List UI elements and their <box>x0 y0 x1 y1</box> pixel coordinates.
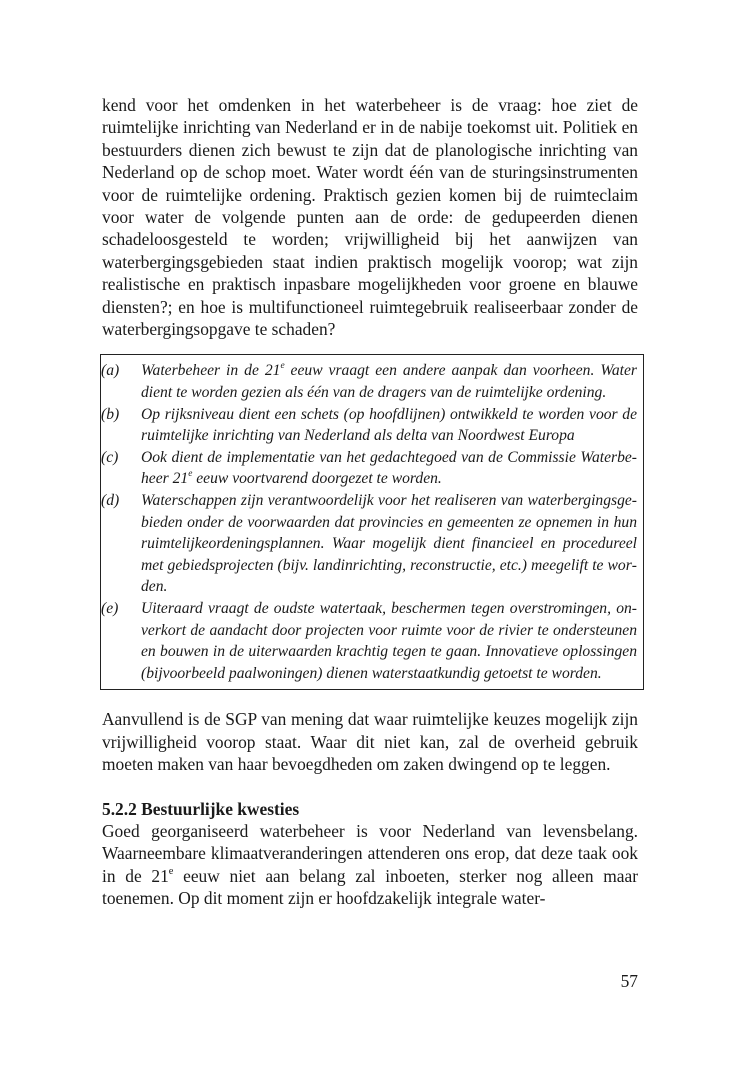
list-item-text <box>141 447 637 490</box>
list-item-text-part: eeuw voortvarend doorgezet te worden. <box>192 470 442 488</box>
paragraph-text-part: Goed georganiseerd waterbeheer is voor Nederland van levensbelang. Waarneembare klimaatveranderingen attenderen ons erop, dat deze taak ook in de 21 <box>102 821 638 886</box>
list-item-text <box>141 360 637 403</box>
list-item-text-part: Ook dient de implementatie van het gedachtegoed van de Commissie Waterbeheer 21 <box>141 448 637 488</box>
list-item-letter: (d) <box>101 492 120 510</box>
list-item <box>101 360 637 403</box>
list-item-text-part: Uiteraard vraagt de oudste watertaak, beschermen tegen overstromingen, onverkort de aandacht door projecten voor ruimte voor de rivier te ondersteunen en bouwen in de uiterwaarden krachtig tegen te gaan. Innovatieve oplossingen (bijvoorbeeld paalwoningen) dienen waterstaatkundig getoetst te worden. <box>141 600 637 682</box>
page-body <box>102 94 638 910</box>
superscript: e <box>188 469 193 480</box>
list-item <box>101 598 637 684</box>
page-number: 57 <box>620 971 638 991</box>
recommendations-box <box>100 354 644 690</box>
section-heading: 5.2.2 Bestuurlijke kwesties <box>102 798 300 819</box>
list-item-text-part: Op rijksniveau dient een schets (op hoofdlijnen) ontwikkeld te worden voor de ruimtelijke inrichting van Nederland als delta van Noordwest Europa <box>141 405 637 445</box>
list-item-text <box>141 404 637 447</box>
list-item <box>101 490 637 598</box>
superscript: e <box>280 361 285 372</box>
list-item-text <box>141 490 637 598</box>
list-item-text-part: Waterschappen zijn verantwoordelijk voor het realiseren van waterbergingsgebieden onder de voorwaarden dat provincies en gemeenten ze opnemen in hun ruimtelijkeordeningsplannen. Waar mogelijk dient financieel en procedureel met gebiedsprojecten (bijv. landinrichting, reconstructie, etc.) meegelift te worden. <box>141 492 637 596</box>
body-paragraph-3 <box>102 820 638 910</box>
list-item-letter: (a) <box>101 362 120 380</box>
list-item-text-part: Waterbeheer in de 21 <box>141 362 281 380</box>
body-paragraph-2: Aanvullend is de SGP van mening dat waar ruimtelijke keuzes mogelijk zijn vrijwilligheid voorop staat. Waar dit niet kan, zal de overheid gebruik moeten maken van haar bevoegdheden om zaken dwingend op te leggen. <box>102 709 638 775</box>
list-item-letter: (e) <box>101 600 119 617</box>
list-item-text-part: eeuw vraagt een andere aanpak dan voorheen. Water dient te worden gezien als één van de dragers van de ruimtelijke ordening. <box>141 362 637 402</box>
list-item <box>101 404 637 447</box>
list-item-letter: (c) <box>101 448 119 466</box>
list-item-text <box>141 598 637 684</box>
paragraph-text-part: eeuw niet aan belang zal inboeten, sterker nog alleen maar toenemen. Op dit moment zijn er hoofdzakelijk integrale water- <box>102 865 638 909</box>
list-item <box>101 447 637 490</box>
list-item-letter: (b) <box>101 405 120 423</box>
superscript: e <box>168 865 174 877</box>
body-paragraph-1: kend voor het omdenken in het waterbeheer is de vraag: hoe ziet de ruimtelijke inrichting van Nederland er in de nabije toekomst uit. Politiek en bestuurders dienen zich bewust te zijn dat de planologische inrichting van Nederland op de schop moet. Water wordt één van de sturingsinstrumenten voor de ruimtelijke ordening. Praktisch gezien komen bij de ruimteclaim voor water de volgende punten aan de orde: de gedupeerden dienen schadeloosgesteld te worden; vrijwilligheid bij het aanwijzen van waterbergingsgebieden staat indien praktisch mogelijk voorop; wat zijn realistische en praktisch inpasbare mogelijkheden voor groene en blauwe diensten?; en hoe is multifunctioneel ruimtegebruik realiseerbaar zonder de waterbergingsopgave te schaden? <box>102 95 638 340</box>
